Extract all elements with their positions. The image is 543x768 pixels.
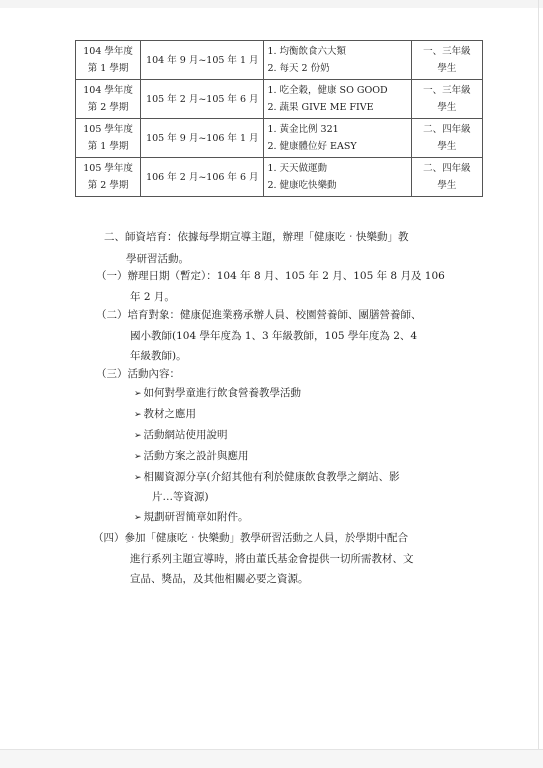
scan-bottom-edge <box>0 749 543 768</box>
topics-cell <box>264 119 411 158</box>
term-cell <box>76 158 141 197</box>
scan-top-edge <box>0 0 543 8</box>
term-cell <box>76 119 141 158</box>
arrow-bullet-icon: ➢ <box>134 410 142 420</box>
scan-right-edge <box>538 0 539 768</box>
date-range-cell: 106 年 2 月~106 年 6 月 <box>141 158 264 197</box>
grade-level: 一、三年級 <box>423 46 471 57</box>
list-item-cont: 片…等資源) <box>152 491 209 503</box>
grade-level: 二、四年級 <box>423 163 471 174</box>
grade-audience: 學生 <box>437 180 457 191</box>
content-heading: （三）活動內容： <box>96 368 180 380</box>
term-cell <box>76 80 141 119</box>
topic-item: 1. 均衡飲食六大類 <box>267 46 347 57</box>
term-semester: 第 1 學期 <box>87 63 129 74</box>
date-item: （一）辦理日期（暫定）：104 年 8 月、105 年 2 月、105 年 8 月及 106 <box>96 270 445 282</box>
grade-level: 一、三年級 <box>423 85 471 96</box>
grade-cell <box>411 41 482 80</box>
grade-level: 二、四年級 <box>423 124 471 135</box>
grade-audience: 學生 <box>437 141 457 152</box>
section-heading: 二、師資培育：依據每學期宣導主題，辦理「健康吃‧快樂動」教 <box>104 231 409 243</box>
target-item-cont: 年級教師)。 <box>130 350 187 362</box>
topics-cell <box>264 41 411 80</box>
arrow-bullet-icon: ➢ <box>134 452 142 462</box>
arrow-bullet-icon: ➢ <box>134 431 142 441</box>
topic-item: 1. 吃全穀，健康 SO GOOD <box>267 85 388 96</box>
term-semester: 第 2 學期 <box>87 102 129 113</box>
participant-item-cont: 進行系列主題宣導時，將由董氏基金會提供一切所需教材、文 <box>130 553 414 565</box>
date-item-cont: 年 2 月。 <box>130 291 175 303</box>
grade-audience: 學生 <box>437 63 457 74</box>
term-cell <box>76 41 141 80</box>
topic-item: 1. 黃金比例 321 <box>267 124 339 135</box>
grade-audience: 學生 <box>437 102 457 113</box>
topic-item: 2. 蔬果 GIVE ME FIVE <box>267 102 374 113</box>
topic-item: 1. 天天做運動 <box>267 163 328 174</box>
target-item-cont: 國小教師(104 學年度為 1、3 年級教師，105 學年度為 2、4 <box>130 330 418 342</box>
list-item: ➢ 規劃研習簡章如附件。 <box>134 511 249 523</box>
arrow-bullet-icon: ➢ <box>134 473 142 483</box>
term-semester: 第 1 學期 <box>87 141 129 152</box>
topic-item: 2. 每天 2 份奶 <box>267 63 330 74</box>
term-year: 104 學年度 <box>83 46 133 57</box>
schedule-table <box>75 40 483 197</box>
arrow-bullet-icon: ➢ <box>134 513 142 523</box>
date-range-cell: 105 年 9 月~106 年 1 月 <box>141 119 264 158</box>
date-range-cell: 104 年 9 月~105 年 1 月 <box>141 41 264 80</box>
grade-cell <box>411 119 482 158</box>
topics-cell <box>264 80 411 119</box>
term-year: 105 學年度 <box>83 163 133 174</box>
list-item: ➢ 教材之應用 <box>134 408 197 420</box>
topic-item: 2. 健康吃快樂動 <box>267 180 337 191</box>
term-year: 105 學年度 <box>83 124 133 135</box>
grade-cell <box>411 80 482 119</box>
date-range-cell: 105 年 2 月~105 年 6 月 <box>141 80 264 119</box>
section-heading-cont: 學研習活動。 <box>126 253 189 265</box>
grade-cell <box>411 158 482 197</box>
target-item: （二）培育對象：健康促進業務承辦人員、校園營養師、團膳營養師、 <box>96 309 422 321</box>
list-item: ➢ 活動方案之設計與應用 <box>134 450 249 462</box>
topic-item: 2. 健康體位好 EASY <box>267 141 357 152</box>
table-row <box>76 158 483 197</box>
list-item: ➢ 如何對學童進行飲食營養教學活動 <box>134 387 302 399</box>
table-row <box>76 41 483 80</box>
participant-item: （四）參加「健康吃‧快樂動」教學研習活動之人員，於學期中配合 <box>93 532 408 544</box>
participant-item-cont: 宣品、獎品，及其他相關必要之資源。 <box>130 573 309 585</box>
topics-cell <box>264 158 411 197</box>
table-row <box>76 119 483 158</box>
term-year: 104 學年度 <box>83 85 133 96</box>
arrow-bullet-icon: ➢ <box>134 389 142 399</box>
list-item: ➢ 相關資源分享(介紹其他有利於健康飲食教學之網站、影 <box>134 471 400 483</box>
term-semester: 第 2 學期 <box>87 180 129 191</box>
list-item: ➢ 活動網站使用說明 <box>134 429 228 441</box>
table-row <box>76 80 483 119</box>
